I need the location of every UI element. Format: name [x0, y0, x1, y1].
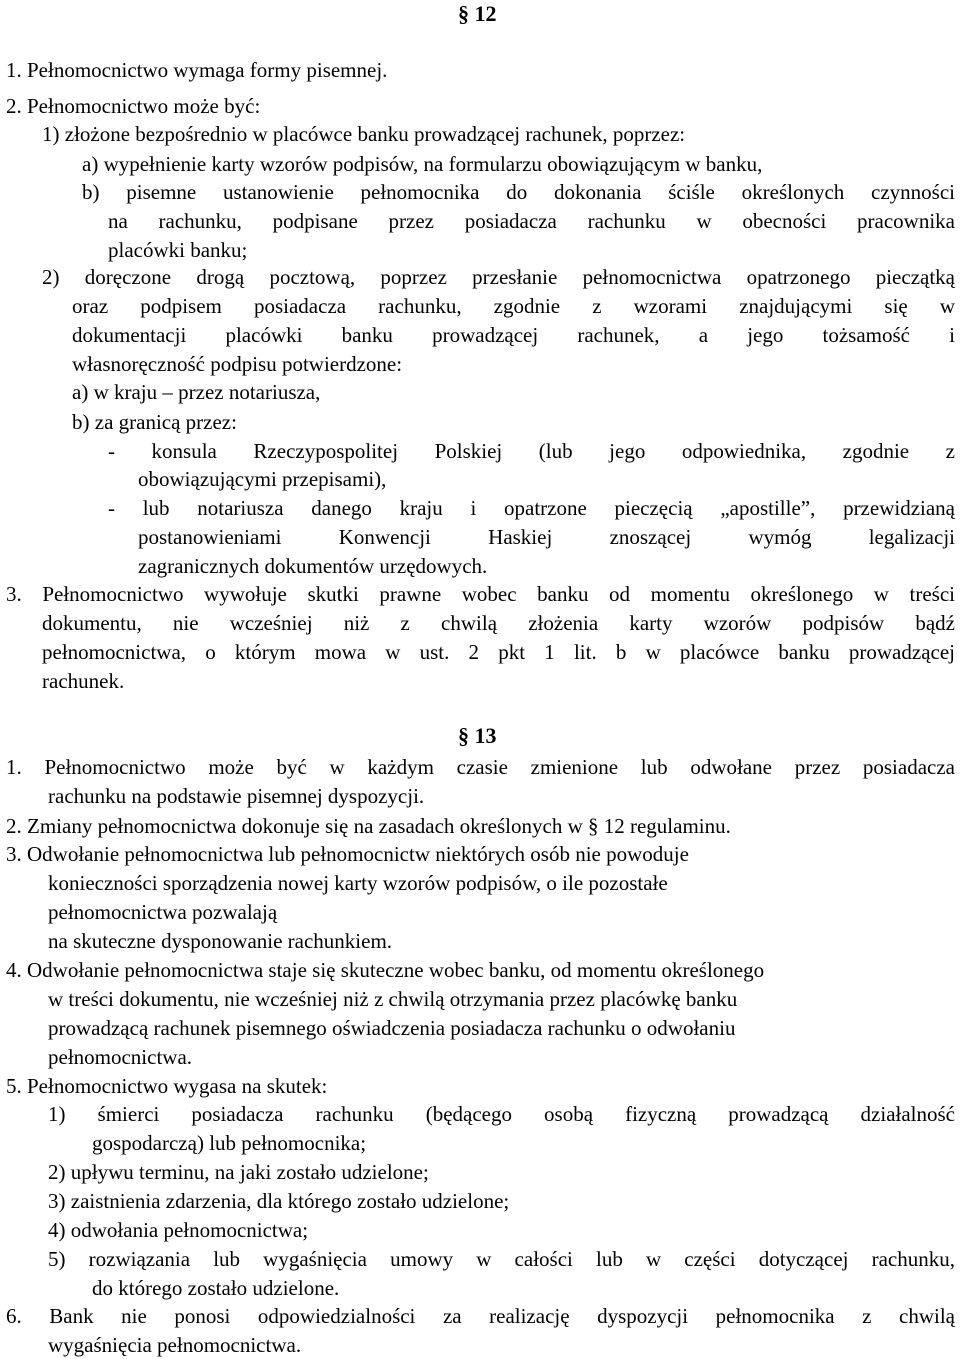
- s13-point-5-2: 2) upływu terminu, na jaki zostało udzielone;: [48, 1160, 429, 1184]
- s12-point-2-2-line4: własnoręczność podpisu potwierdzone:: [72, 352, 403, 376]
- s12-point-2-1-b-line3: placówki banku;: [108, 238, 248, 262]
- s13-point-3-line1: 3. Odwołanie pełnomocnictwa lub pełnomocnictw niektórych osób nie powoduje: [6, 842, 689, 866]
- s13-point-5-5-line1: 5) rozwiązania lub wygaśnięcia umowy w całości lub w części dotyczącej rachunku,: [48, 1247, 955, 1271]
- s12-point-2-2-b-2-line2: postanowieniami Konwencji Haskiej znoszącej wymóg legalizacji: [138, 525, 955, 549]
- s13-point-3-line3: pełnomocnictwa pozwalają: [48, 900, 278, 924]
- s13-point-3-line4: na skuteczne dysponowanie rachunkiem.: [48, 929, 393, 953]
- s12-point-2-1-a: a) wypełnienie karty wzorów podpisów, na formularzu obowiązującym w banku,: [82, 152, 763, 176]
- s13-point-5-5-line2: do którego zostało udzielone.: [92, 1276, 340, 1300]
- s13-point-1-line2: rachunku na podstawie pisemnej dyspozycji.: [48, 784, 425, 808]
- s13-point-5-4: 4) odwołania pełnomocnictwa;: [48, 1218, 309, 1242]
- s12-point-2-2-line1: 2) doręczone drogą pocztową, poprzez przesłanie pełnomocnictwa opatrzonego pieczątką: [42, 265, 955, 289]
- s12-point-2-2-b-1-line2: obowiązującymi przepisami),: [138, 467, 387, 491]
- s12-point-2-1-b-line2: na rachunku, podpisane przez posiadacza rachunku w obecności pracownika: [108, 209, 955, 233]
- s12-point-2-2-b: b) za granicą przez:: [72, 410, 237, 434]
- s13-point-2: 2. Zmiany pełnomocnictwa dokonuje się na zasadach określonych w § 12 regulaminu.: [6, 814, 731, 838]
- section-heading-12: § 12: [458, 1, 497, 26]
- s13-point-4-line2: w treści dokumentu, nie wcześniej niż z chwilą otrzymania przez placówkę banku: [48, 987, 738, 1011]
- s12-point-2-2-a: a) w kraju – przez notariusza,: [72, 380, 321, 404]
- s12-point-3-line2: dokumentu, nie wcześniej niż z chwilą złożenia karty wzorów podpisów bądź: [42, 611, 955, 635]
- s12-point-2-2-b-2-line3: zagranicznych dokumentów urzędowych.: [138, 554, 488, 578]
- section-heading-13: § 13: [458, 723, 497, 748]
- s12-point-2-2-b-1-line1: - konsula Rzeczypospolitej Polskiej (lub jego odpowiednika, zgodnie z: [108, 439, 955, 463]
- s13-point-4-line4: pełnomocnictwa.: [48, 1045, 193, 1069]
- s12-point-3-line4: rachunek.: [42, 669, 125, 693]
- s13-point-5-1-line1: 1) śmierci posiadacza rachunku (będącego osobą fizyczną prowadzącą działalność: [48, 1102, 955, 1126]
- s12-point-2-1-b-line1: b) pisemne ustanowienie pełnomocnika do dokonania ściśle określonych czynności: [82, 180, 955, 204]
- s13-point-6-line1: 6. Bank nie ponosi odpowiedzialności za realizację dyspozycji pełnomocnika z chwilą: [6, 1304, 955, 1328]
- s13-point-3-line2: konieczności sporządzenia nowej karty wzorów podpisów, o ile pozostałe: [48, 871, 668, 895]
- s13-point-4-line1: 4. Odwołanie pełnomocnictwa staje się skuteczne wobec banku, od momentu określonego: [6, 958, 765, 982]
- s12-point-3-line1: 3. Pełnomocnictwo wywołuje skutki prawne wobec banku od momentu określonego w treści: [6, 582, 955, 606]
- s12-point-2-2-line2: oraz podpisem posiadacza rachunku, zgodnie z wzorami znajdującymi się w: [72, 294, 955, 318]
- s12-point-2-2-b-2-line1: - lub notariusza danego kraju i opatrzone pieczęcią „apostille”, przewidzianą: [108, 496, 955, 520]
- s13-point-6-line2: wygaśnięcia pełnomocnictwa.: [48, 1333, 302, 1357]
- s12-point-2-1: 1) złożone bezpośrednio w placówce banku prowadzącej rachunek, poprzez:: [42, 122, 686, 146]
- s12-point-2: 2. Pełnomocnictwo może być:: [6, 94, 261, 118]
- s12-point-3-line3: pełnomocnictwa, o którym mowa w ust. 2 pkt 1 lit. b w placówce banku prowadzącej: [42, 640, 955, 664]
- s13-point-1-line1: 1. Pełnomocnictwo może być w każdym czasie zmienione lub odwołane przez posiadacza: [6, 755, 955, 779]
- s12-point-1: 1. Pełnomocnictwo wymaga formy pisemnej.: [6, 58, 388, 82]
- s13-point-5-1-line2: gospodarczą) lub pełnomocnika;: [92, 1131, 367, 1155]
- s13-point-5: 5. Pełnomocnictwo wygasa na skutek:: [6, 1074, 328, 1098]
- s13-point-4-line3: prowadzącą rachunek pisemnego oświadczenia posiadacza rachunku o odwołaniu: [48, 1016, 736, 1040]
- s12-point-2-2-line3: dokumentacji placówki banku prowadzącej rachunek, a jego tożsamość i: [72, 323, 955, 347]
- s13-point-5-3: 3) zaistnienia zdarzenia, dla którego zostało udzielone;: [48, 1189, 510, 1213]
